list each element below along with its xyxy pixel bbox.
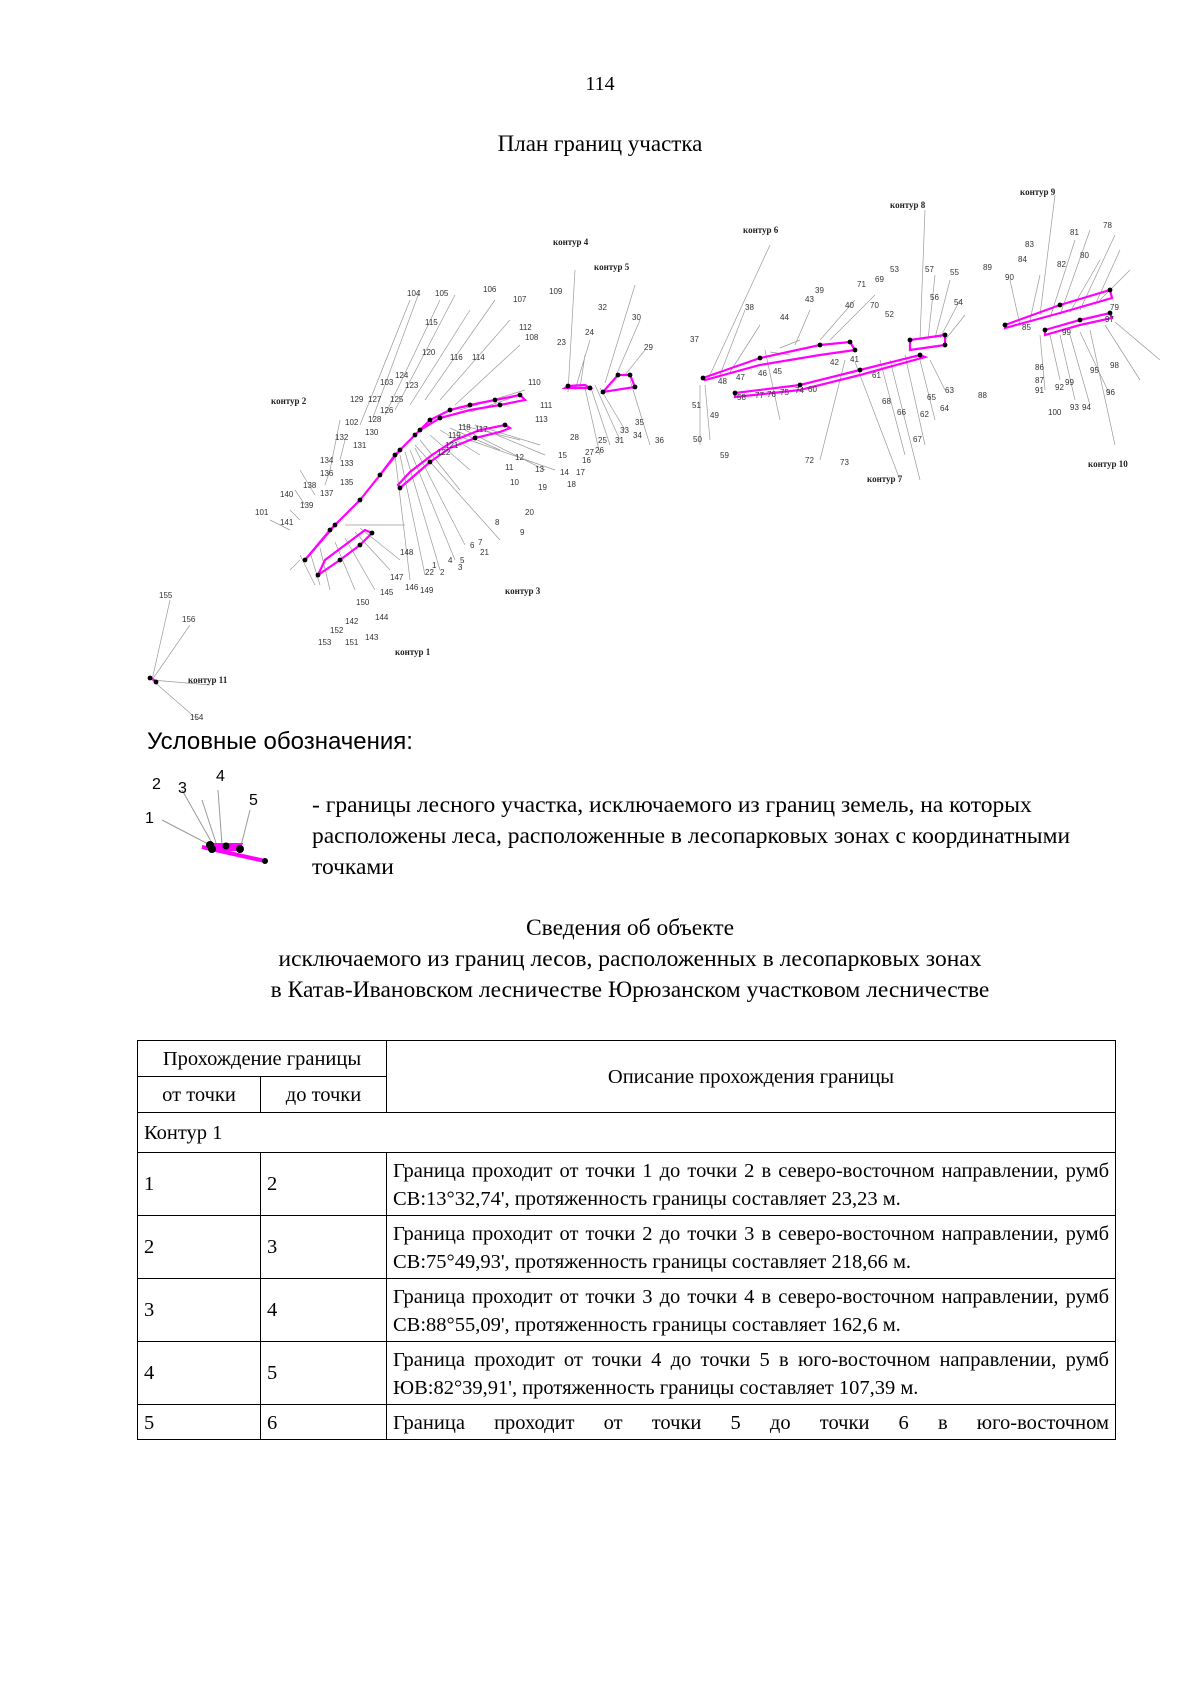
- svg-text:118: 118: [458, 423, 471, 432]
- svg-text:91: 91: [1035, 386, 1044, 395]
- svg-text:38: 38: [745, 303, 754, 312]
- contour-9-label: контур 9: [1020, 187, 1056, 197]
- svg-text:17: 17: [576, 468, 585, 477]
- svg-text:73: 73: [840, 458, 849, 467]
- contour-3-label: контур 3: [505, 586, 541, 596]
- section-contour-1: Контур 1: [138, 1113, 1116, 1153]
- svg-text:72: 72: [805, 456, 814, 465]
- svg-text:87: 87: [1035, 376, 1044, 385]
- svg-text:138: 138: [303, 481, 317, 490]
- svg-text:150: 150: [356, 598, 370, 607]
- svg-text:64: 64: [940, 404, 949, 413]
- svg-text:53: 53: [890, 265, 899, 274]
- description: Граница проходит от точки 5 до точки 6 в юго-восточном: [387, 1405, 1116, 1440]
- from-point: 4: [138, 1342, 261, 1405]
- point-number-labels: [159, 221, 1119, 722]
- svg-text:144: 144: [375, 613, 389, 622]
- svg-text:84: 84: [1018, 255, 1027, 264]
- svg-text:140: 140: [280, 490, 294, 499]
- svg-text:86: 86: [1035, 363, 1044, 372]
- svg-text:71: 71: [857, 280, 866, 289]
- svg-text:102: 102: [345, 418, 359, 427]
- svg-text:123: 123: [405, 381, 419, 390]
- svg-text:34: 34: [633, 431, 642, 440]
- svg-text:146: 146: [405, 583, 419, 592]
- svg-text:43: 43: [805, 295, 814, 304]
- svg-text:58: 58: [737, 393, 746, 402]
- svg-text:130: 130: [365, 428, 379, 437]
- svg-text:40: 40: [845, 301, 854, 310]
- legend-point-4: 4: [216, 768, 225, 785]
- svg-text:74: 74: [795, 386, 804, 395]
- from-point: 2: [138, 1216, 261, 1279]
- svg-text:147: 147: [390, 573, 404, 582]
- svg-text:117: 117: [475, 425, 488, 434]
- svg-text:135: 135: [340, 478, 354, 487]
- svg-text:156: 156: [182, 615, 196, 624]
- svg-text:141: 141: [280, 518, 294, 527]
- svg-text:101: 101: [255, 508, 269, 517]
- svg-text:62: 62: [920, 410, 929, 419]
- svg-text:99: 99: [1062, 328, 1071, 337]
- svg-text:21: 21: [480, 548, 489, 557]
- svg-text:108: 108: [525, 333, 539, 342]
- svg-text:41: 41: [850, 355, 859, 364]
- svg-text:20: 20: [525, 508, 534, 517]
- svg-text:153: 153: [318, 638, 332, 647]
- description: Граница проходит от точки 4 до точки 5 в юго-восточном направлении, румб ЮВ:82°39,91', протяженность границы составляет 107,39 м.: [387, 1342, 1116, 1405]
- svg-text:27: 27: [585, 448, 594, 457]
- svg-text:104: 104: [407, 289, 421, 298]
- contour-4-label: контур 4: [553, 237, 589, 247]
- svg-text:28: 28: [570, 433, 579, 442]
- svg-text:68: 68: [882, 397, 891, 406]
- svg-text:70: 70: [870, 301, 879, 310]
- svg-text:149: 149: [420, 586, 434, 595]
- description: Граница проходит от точки 1 до точки 2 в северо-восточном направлении, румб СВ:13°32,74', протяженность границы составляет 23,23 м.: [387, 1153, 1116, 1216]
- svg-text:44: 44: [780, 313, 789, 322]
- svg-text:54: 54: [954, 298, 963, 307]
- svg-text:143: 143: [365, 633, 379, 642]
- svg-text:51: 51: [692, 401, 701, 410]
- svg-text:88: 88: [978, 391, 987, 400]
- svg-text:119: 119: [448, 431, 461, 440]
- svg-text:97: 97: [1105, 315, 1114, 324]
- svg-text:5: 5: [460, 556, 465, 565]
- svg-text:93: 93: [1070, 403, 1079, 412]
- svg-text:125: 125: [390, 395, 404, 404]
- svg-text:90: 90: [1005, 273, 1014, 282]
- svg-text:95: 95: [1090, 366, 1099, 375]
- contour-11-label: контур 11: [188, 675, 228, 685]
- object-info-title: [0, 913, 1200, 1006]
- to-point: 3: [261, 1216, 387, 1279]
- to-point: 5: [261, 1342, 387, 1405]
- description: Граница проходит от точки 2 до точки 3 в северо-восточном направлении, румб СВ:75°49,93', протяженность границы составляет 218,66 м.: [387, 1216, 1116, 1279]
- svg-text:14: 14: [560, 468, 569, 477]
- contour-6-label: контур 6: [743, 225, 779, 235]
- legend-point-2: 2: [152, 776, 161, 793]
- contour-5-label: контур 5: [594, 262, 630, 272]
- table-row: [138, 1279, 1116, 1342]
- svg-text:112: 112: [519, 323, 532, 332]
- svg-text:103: 103: [380, 378, 394, 387]
- contour-1-label: контур 1: [395, 647, 431, 657]
- svg-text:124: 124: [395, 371, 409, 380]
- svg-text:109: 109: [549, 287, 563, 296]
- svg-text:10: 10: [510, 478, 519, 487]
- svg-text:25: 25: [598, 436, 607, 445]
- svg-text:65: 65: [927, 393, 936, 402]
- header-to-point: до точки: [261, 1077, 387, 1113]
- contour-10-label: контур 10: [1088, 459, 1128, 469]
- svg-text:63: 63: [945, 386, 954, 395]
- svg-text:30: 30: [632, 313, 641, 322]
- svg-text:39: 39: [815, 286, 824, 295]
- to-point: 4: [261, 1279, 387, 1342]
- svg-text:128: 128: [368, 415, 382, 424]
- svg-text:89: 89: [983, 263, 992, 272]
- svg-text:132: 132: [335, 433, 349, 442]
- svg-text:23: 23: [557, 338, 566, 347]
- svg-text:48: 48: [718, 377, 727, 386]
- header-boundary-passage: Прохождение границы: [138, 1041, 387, 1077]
- svg-text:134: 134: [320, 456, 334, 465]
- object-info-line-1: Сведения об объекте: [525, 915, 735, 941]
- svg-text:82: 82: [1057, 260, 1066, 269]
- svg-text:83: 83: [1025, 240, 1034, 249]
- svg-text:4: 4: [448, 556, 453, 565]
- table-row: [138, 1216, 1116, 1279]
- svg-text:142: 142: [345, 617, 359, 626]
- svg-text:105: 105: [435, 289, 449, 298]
- svg-text:15: 15: [558, 451, 567, 460]
- object-info-line-2: исключаемого из границ лесов, расположенных в лесопарковых зонах: [278, 946, 982, 972]
- svg-text:22: 22: [425, 568, 434, 577]
- svg-text:37: 37: [690, 335, 699, 344]
- legend-point-3: 3: [178, 780, 187, 797]
- svg-text:9: 9: [520, 528, 525, 537]
- svg-text:18: 18: [567, 480, 576, 489]
- svg-text:31: 31: [615, 436, 624, 445]
- svg-text:92: 92: [1055, 383, 1064, 392]
- svg-text:76: 76: [767, 390, 776, 399]
- boundary-lines: [150, 290, 1112, 682]
- svg-text:94: 94: [1082, 403, 1091, 412]
- object-info-line-3: в Катав-Ивановском лесничестве Юрюзанском участковом лесничестве: [270, 977, 990, 1003]
- svg-text:121: 121: [445, 441, 459, 450]
- svg-text:52: 52: [885, 310, 894, 319]
- svg-text:26: 26: [595, 446, 604, 455]
- svg-text:69: 69: [875, 275, 884, 284]
- svg-text:50: 50: [693, 435, 702, 444]
- svg-text:126: 126: [380, 406, 394, 415]
- svg-text:152: 152: [330, 626, 344, 635]
- svg-text:24: 24: [585, 328, 594, 337]
- svg-text:35: 35: [635, 418, 644, 427]
- boundary-table: [137, 1040, 1116, 1440]
- svg-text:106: 106: [483, 285, 497, 294]
- svg-text:81: 81: [1070, 228, 1079, 237]
- svg-text:129: 129: [350, 395, 364, 404]
- from-point: 5: [138, 1405, 261, 1440]
- svg-text:77: 77: [755, 391, 764, 400]
- plan-title: План границ участка: [497, 131, 703, 156]
- svg-text:136: 136: [320, 469, 334, 478]
- legend-point-5: 5: [249, 792, 258, 809]
- svg-text:127: 127: [368, 395, 382, 404]
- contour-7-label: контур 7: [867, 474, 903, 484]
- svg-text:116: 116: [450, 353, 463, 362]
- svg-text:60: 60: [808, 385, 817, 394]
- svg-text:114: 114: [472, 353, 485, 362]
- svg-text:133: 133: [340, 459, 354, 468]
- svg-text:154: 154: [190, 713, 204, 722]
- svg-text:45: 45: [773, 367, 782, 376]
- to-point: 6: [261, 1405, 387, 1440]
- svg-text:115: 115: [425, 318, 438, 327]
- svg-text:99: 99: [1065, 378, 1074, 387]
- svg-text:110: 110: [528, 378, 541, 387]
- svg-text:120: 120: [422, 348, 436, 357]
- svg-text:151: 151: [345, 638, 359, 647]
- svg-text:75: 75: [780, 388, 789, 397]
- svg-text:12: 12: [515, 453, 524, 462]
- svg-text:79: 79: [1110, 303, 1119, 312]
- svg-text:100: 100: [1048, 408, 1062, 417]
- svg-text:33: 33: [620, 426, 629, 435]
- svg-text:122: 122: [437, 448, 451, 457]
- svg-text:137: 137: [320, 489, 334, 498]
- svg-text:6: 6: [470, 541, 475, 550]
- from-point: 3: [138, 1279, 261, 1342]
- svg-text:56: 56: [930, 293, 939, 302]
- svg-text:3: 3: [458, 563, 463, 572]
- svg-text:131: 131: [353, 441, 367, 450]
- svg-text:67: 67: [913, 435, 922, 444]
- svg-text:16: 16: [582, 456, 591, 465]
- svg-text:32: 32: [598, 303, 607, 312]
- header-description: Описание прохождения границы: [387, 1041, 1116, 1113]
- svg-text:145: 145: [380, 588, 394, 597]
- svg-text:113: 113: [535, 415, 548, 424]
- legend-symbol: [140, 765, 280, 880]
- svg-text:155: 155: [159, 591, 173, 600]
- contour-8-label: контур 8: [890, 200, 926, 210]
- to-point: 2: [261, 1153, 387, 1216]
- table-row: [138, 1153, 1116, 1216]
- svg-text:11: 11: [505, 463, 514, 472]
- svg-text:59: 59: [720, 451, 729, 460]
- page-number: 114: [585, 73, 615, 95]
- svg-text:61: 61: [872, 371, 881, 380]
- svg-text:36: 36: [655, 436, 664, 445]
- legend-heading: Условные обозначения:: [147, 728, 413, 755]
- svg-text:57: 57: [925, 265, 934, 274]
- svg-text:98: 98: [1110, 361, 1119, 370]
- svg-text:1: 1: [432, 561, 437, 570]
- svg-text:139: 139: [300, 501, 314, 510]
- description: Граница проходит от точки 3 до точки 4 в северо-восточном направлении, румб СВ:88°55,09', протяженность границы составляет 162,6 м.: [387, 1279, 1116, 1342]
- svg-text:7: 7: [478, 538, 483, 547]
- table-row: [138, 1405, 1116, 1440]
- legend-description: - границы лесного участка, исключаемого из границ земель, на которых расположены леса, расположенные в лесопарковых зонах с координатными точками: [312, 792, 1071, 880]
- svg-text:66: 66: [897, 408, 906, 417]
- svg-text:78: 78: [1103, 221, 1112, 230]
- svg-text:19: 19: [538, 483, 547, 492]
- svg-text:111: 111: [540, 401, 553, 410]
- svg-text:13: 13: [535, 465, 544, 474]
- svg-text:148: 148: [400, 548, 414, 557]
- svg-text:46: 46: [758, 369, 767, 378]
- table-row: [138, 1342, 1116, 1405]
- svg-text:96: 96: [1106, 388, 1115, 397]
- svg-text:80: 80: [1080, 251, 1089, 260]
- svg-text:107: 107: [513, 295, 527, 304]
- legend-point-1: 1: [145, 810, 154, 827]
- svg-text:8: 8: [495, 518, 500, 527]
- boundary-points: [148, 288, 1113, 685]
- svg-text:55: 55: [950, 268, 959, 277]
- contour-2-label: контур 2: [271, 396, 307, 406]
- svg-text:47: 47: [736, 373, 745, 382]
- svg-text:49: 49: [710, 411, 719, 420]
- header-from-point: от точки: [138, 1077, 261, 1113]
- svg-text:2: 2: [440, 568, 445, 577]
- svg-text:29: 29: [644, 343, 653, 352]
- svg-text:42: 42: [830, 358, 839, 367]
- svg-text:85: 85: [1022, 323, 1031, 332]
- boundary-plan-map: [0, 175, 1200, 735]
- from-point: 1: [138, 1153, 261, 1216]
